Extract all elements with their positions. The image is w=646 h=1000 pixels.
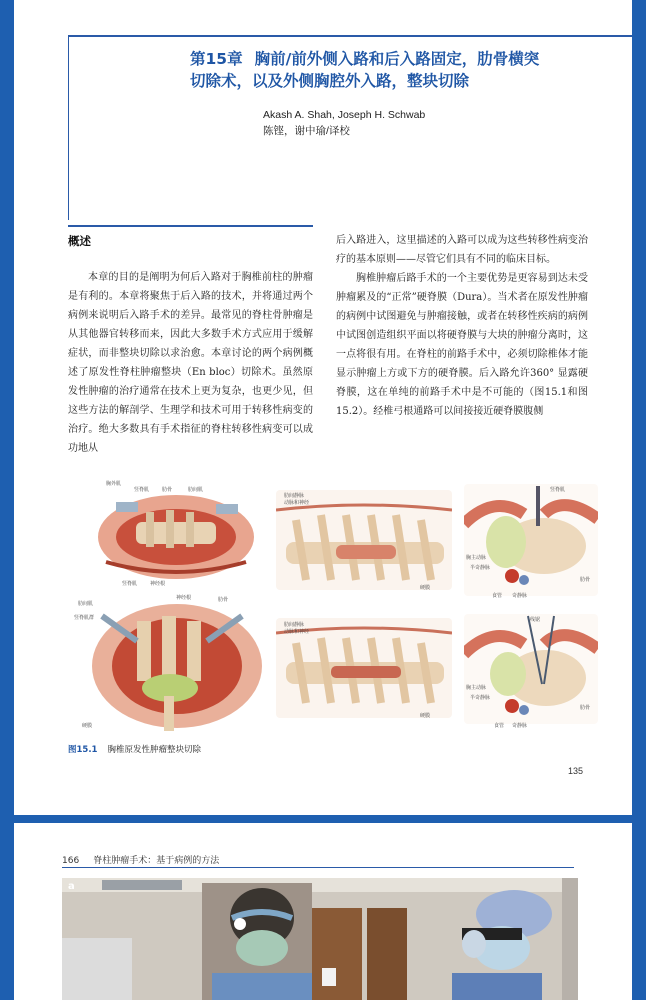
figure-label: 半奇静脉 bbox=[470, 695, 491, 701]
figure-caption-text: 胸椎原发性肿瘤整块切除 bbox=[107, 745, 201, 755]
figure-label: 硬膜 bbox=[420, 585, 431, 591]
paragraph: 本章的目的是阐明为何后入路对于胸椎前柱的肿瘤是有利的。本章将聚焦于后入路的技术，并将通过两个病例来说明后入路手术的差异。最常见的脊柱骨肿瘤是从其他器官转移而来，因此大多数手术方式应用于缓解症状，而非整块切除以求治愈。本章讨论的两个病例概述了原发性脊柱肿瘤整块（En bloc）切除术。虽然原发性肿瘤的治疗通常在技术上更为复杂，也更少见，但这些方法的解剖学、生理学和技术可用于转移性病变的治疗。绝大多数具有手术指征的脊柱转移性病变可以成功地从 bbox=[68, 272, 313, 454]
left-column bbox=[68, 268, 313, 458]
chapter-title-line1: 胸前/前外侧入路和后入路固定，肋骨横突 bbox=[254, 50, 540, 68]
figure-label: 奇静脉 bbox=[512, 593, 528, 599]
figure-label: 肋间肌 bbox=[188, 487, 204, 493]
figure-label: 线锯 bbox=[530, 617, 541, 623]
figure-label: 动脉和神经 bbox=[284, 629, 310, 635]
figure-label: 肋骨 bbox=[580, 705, 591, 711]
figure-label: 肋骨 bbox=[580, 577, 591, 583]
figure-label: 半奇静脉 bbox=[470, 565, 491, 571]
section-heading: 概述 bbox=[68, 234, 91, 248]
section-rule bbox=[68, 225, 313, 227]
chapter-left-rule bbox=[68, 35, 69, 220]
book-page-135 bbox=[14, 0, 632, 815]
figure-caption bbox=[68, 743, 201, 755]
photo-panel-label: a bbox=[68, 881, 75, 892]
figure-label: 胸主动脉 bbox=[466, 555, 487, 561]
chapter-title bbox=[190, 48, 610, 92]
figure-label: 食管 bbox=[494, 723, 505, 729]
figure-label: 食管 bbox=[492, 593, 503, 599]
surgical-team-photo bbox=[62, 878, 578, 1000]
figure-label: 奇静脉 bbox=[512, 723, 528, 729]
author-block bbox=[263, 107, 425, 139]
figure-label: 肋骨 bbox=[218, 597, 229, 603]
chapter-title-line2: 切除术，以及外侧胸腔外入路，整块切除 bbox=[190, 72, 470, 90]
translators: 陈铿，谢中瑜/译校 bbox=[263, 125, 350, 137]
figure-label: 硬膜 bbox=[82, 723, 93, 729]
figure-label: 胸外肌 bbox=[106, 481, 122, 487]
figure-label: 神经根 bbox=[176, 595, 192, 601]
figure-label: 竖脊肌群 bbox=[74, 615, 95, 621]
figure-15-1 bbox=[68, 480, 598, 735]
illustration-surgical-field-1 bbox=[96, 482, 256, 584]
paragraph: 后入路进入，这里描述的入路可以成为这些转移性病变治疗的基本原则——尽管它们具有不同的临床目标。 bbox=[336, 235, 588, 265]
chapter-top-rule bbox=[68, 35, 632, 37]
figure-label: 竖脊肌 bbox=[122, 581, 138, 587]
running-title: 脊柱肿瘤手术：基于病例的方法 bbox=[93, 856, 220, 866]
figure-label: 肋间肌 bbox=[78, 601, 94, 607]
illustration-surgical-field-2 bbox=[82, 596, 262, 731]
header-rule bbox=[62, 867, 574, 868]
book-page-166 bbox=[14, 823, 632, 1000]
figure-label: 神经根 bbox=[150, 581, 166, 587]
right-column bbox=[336, 231, 588, 421]
page-number: 166 bbox=[62, 856, 80, 866]
figure-label: 动脉和神经 bbox=[284, 500, 310, 506]
authors: Akash A. Shah, Joseph H. Schwab bbox=[263, 109, 426, 121]
figure-number: 图15.1 bbox=[68, 745, 98, 755]
paragraph: 胸椎肿瘤后路手术的一个主要优势是更容易到达未受肿瘤累及的“正常”硬脊膜（Dura）。当术者在原发性肿瘤的病例中试图避免与肿瘤接触，或者在转移性疾病的病例中试图创造组织平面以将硬脊膜与大块的肿瘤分离时，这一点将很有用。在脊柱的前路手术中，必须切除椎体才能显示肿瘤上方或下方的硬脊膜。后入路允许360° 显露硬脊膜，这在单纯的前路手术中是不可能的（图15.1和图15.2）。经椎弓根通路可以间接接近硬脊膜腹侧 bbox=[336, 273, 588, 417]
figure-label: 肋间静脉 bbox=[284, 493, 305, 499]
illustration-cross-section-1 bbox=[464, 484, 598, 596]
chapter-number: 第15章 bbox=[190, 50, 243, 68]
figure-label: 肋间静脉 bbox=[284, 622, 305, 628]
figure-label: 竖脊肌 bbox=[134, 487, 150, 493]
illustration-cross-section-2 bbox=[464, 614, 598, 724]
figure-label: 胸主动脉 bbox=[466, 685, 487, 691]
page-number: 135 bbox=[568, 766, 584, 776]
figure-label: 肋骨 bbox=[162, 487, 173, 493]
figure-label: 硬膜 bbox=[420, 713, 431, 719]
running-header bbox=[62, 853, 219, 866]
figure-label: 竖脊肌 bbox=[550, 487, 566, 493]
